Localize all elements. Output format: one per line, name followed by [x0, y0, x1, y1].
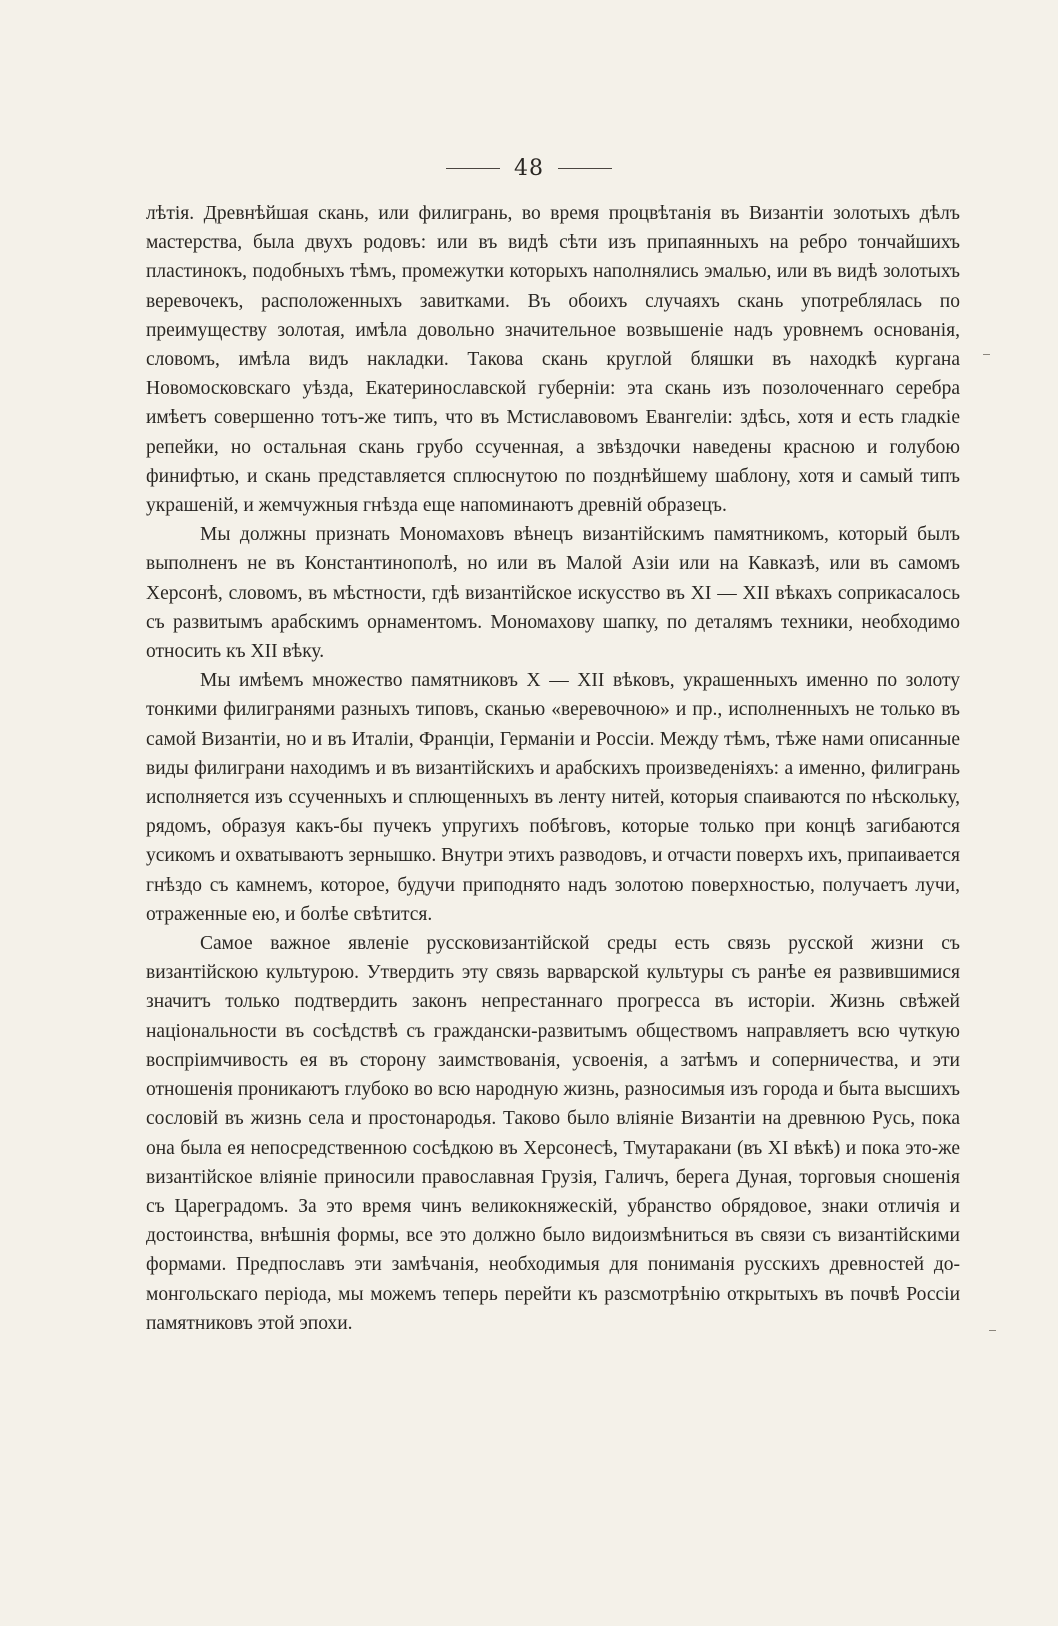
- header-rule-left: [446, 168, 500, 169]
- paragraph-4: Самое важное явленіе русcковизантійской среды есть связь русской жизни съ византійскою культурою. Утвердить эту связь варварской культуры съ ранѣе ея развившимися значитъ только подтвердить законъ непрестаннаго прогресса въ исторіи. Жизнь свѣжей національности въ сосѣдствѣ съ граждански-развитымъ обществомъ направляетъ всю чуткую воспріимчивость ея въ сторону заимствованія, усвоенія, а затѣмъ и соперничества, и эти отношенія проникаютъ глубоко во всю народную жизнь, разносимыя изъ города и быта высшихъ сословій въ жизнь села и простонародья. Таково было вліяніе Византіи на древнюю Русь, пока она была ея непосредственною сосѣдкою въ Херсонесѣ, Тмутаракани (въ XI вѣкѣ) и пока это-же византійское вліяніе приносили православная Грузія, Галичъ, берега Дуная, торговыя сношенія съ Цареградомъ. За это время чинъ великокняжескій, убранство обрядовое, знаки отличія и достоинства, внѣшнія формы, все это должно было видоизмѣниться въ связи съ византійскими формами. Предпославъ эти замѣчанія, необходимыя для пониманія русскихъ древностей до-монгольскаго періода, мы можемъ теперь перейти къ разсмотрѣнію открытыхъ въ почвѣ Россіи памятниковъ этой эпохи.: [146, 933, 960, 1334]
- paragraph-2: Мы должны признать Мономаховъ вѣнецъ византійскимъ памятникомъ, который былъ выполненъ не въ Константинополѣ, но или въ Малой Азіи или на Кавказѣ, или въ самомъ Херсонѣ, словомъ, въ мѣстности, гдѣ византійское искусство въ XI — XII вѣкахъ соприкасалось съ развитымъ арабскимъ орнаментомъ. Мономахову шапку, по деталямъ техники, необходимо относить къ XII вѣку.: [146, 524, 960, 663]
- header-rule-right: [558, 168, 612, 169]
- margin-mark-bottom: [989, 1330, 996, 1331]
- body-text: [146, 199, 960, 1338]
- paragraph-3: Мы имѣемъ множество памятниковъ X — XII вѣковъ, украшенныхъ именно по золоту тонкими филигранями разныхъ типовъ, сканью «веревочною» и пр., исполненныхъ не только въ самой Византіи, но и въ Италіи, Франціи, Германіи и Россіи. Между тѣмъ, тѣже нами описанные виды филиграни находимъ и въ византійскихъ и арабскихъ произведеніяхъ: а именно, филигрань исполняется изъ ссученныхъ и сплющенныхъ въ ленту нитей, которыя спаиваются по нѣскольку, рядомъ, образуя какъ-бы пучекъ упругихъ побѣговъ, которые только при концѣ загибаются усикомъ и охватываютъ зернышко. Внутри этихъ разводовъ, и отчасти поверхъ ихъ, припаивается гнѣздо съ камнемъ, которое, будучи приподнято надъ золотою поверхностью, получаетъ лучи, отраженные ею, и болѣе свѣтится.: [146, 670, 960, 925]
- page-number: 48: [514, 155, 544, 181]
- paragraph-1: лѣтія. Древнѣйшая скань, или филигрань, во время процвѣтанія въ Византіи золотыхъ дѣлъ мастерства, была двухъ родовъ: или въ видѣ сѣти изъ припаянныхъ на ребро тончайшихъ пластинокъ, подобныхъ тѣмъ, промежутки которыхъ наполнялись эмалью, или въ видѣ золотыхъ веревочекъ, расположенныхъ завитками. Въ обоихъ случаяхъ скань употреблялась по преимуществу золотая, имѣла довольно значительное возвышеніе надъ уровнемъ основанія, словомъ, имѣла видъ накладки. Такова скань круглой бляшки въ находкѣ кургана Новомосковскаго уѣзда, Екатеринославской губерніи: эта скань изъ позолоченнаго серебра имѣетъ совершенно тотъ-же типъ, что въ Мстиславовомъ Евангеліи: здѣсь, хотя и есть гладкіе репейки, но остальная скань грубо ссученная, а звѣздочки наведены красною и голубою финифтью, и скань представляется сплюснутою по позднѣйшему шаблону, хотя и самый типъ украшеній, и жемчужныя гнѣзда еще напоминаютъ древній образецъ.: [146, 203, 960, 517]
- margin-mark-top: [983, 354, 990, 355]
- page-header: [0, 150, 1058, 186]
